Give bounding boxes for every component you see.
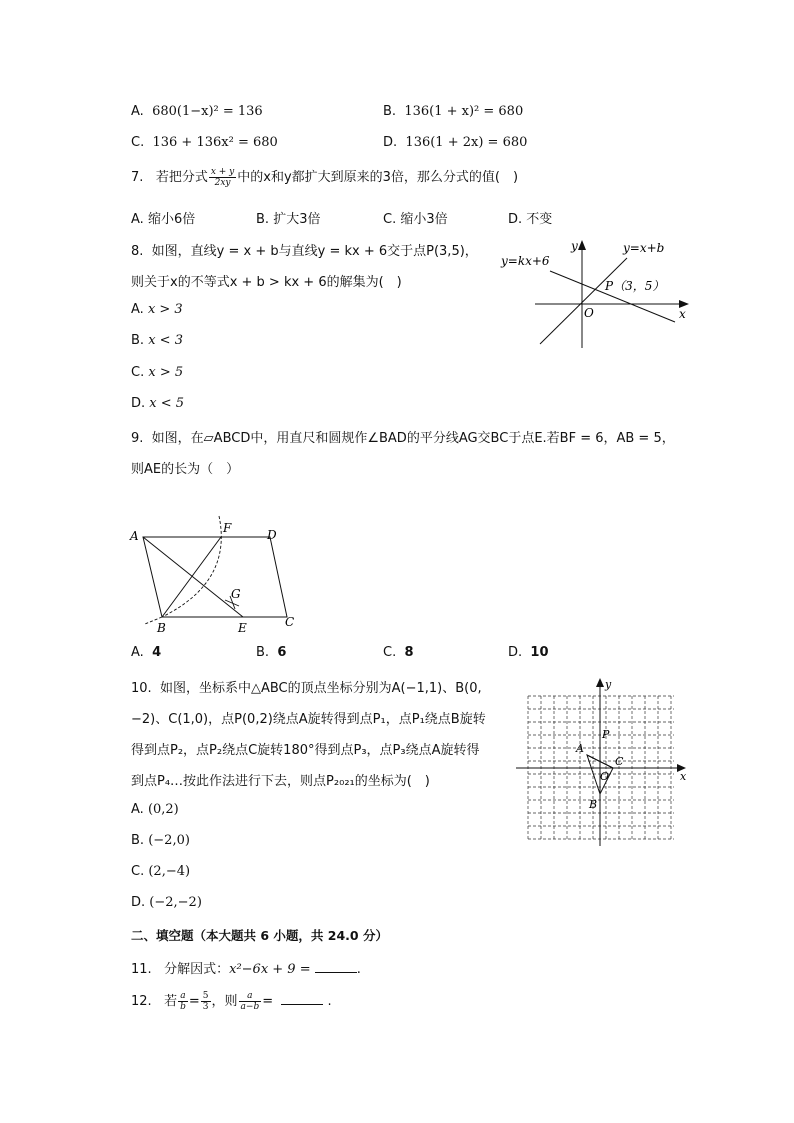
q6-option-b: B. 136(1 + x)² = 680: [383, 104, 524, 119]
q6-option-c: C. 136 + 136x² = 680: [131, 135, 278, 150]
q8-label-xb: y=x+b: [623, 241, 665, 255]
q9-option-d: D. 10: [508, 645, 549, 660]
q8-figure: [495, 236, 695, 351]
q10-stem-line2: −2)、C(1,0)，点P(0,2)绕点A旋转得到点P₁，点P₁绕点B旋转: [131, 712, 486, 727]
q10-label-c: C: [615, 755, 624, 768]
q7-stem: 7. 若把分式 $\frac{x + y}{2xy}$ 中的x和y都扩大到原来的3倍，那么分式的值( ): [131, 167, 519, 188]
q8-option-b: B. x < 3: [131, 333, 183, 348]
q6-option-b-expr: 136(1 + x)² = 680: [404, 104, 524, 119]
q8-y-arrow: [578, 240, 586, 250]
q12-answer-blank[interactable]: [281, 1004, 323, 1005]
q9-label-e: E: [238, 621, 247, 635]
q9-segment-bf: [162, 537, 221, 617]
q9-label-b: B: [157, 621, 166, 635]
section2-title: 二、填空题（本大题共 6 小题，共 24.0 分）: [131, 928, 388, 943]
q9-label-a: A: [130, 529, 139, 543]
q8-label-kx6: y=kx+6: [501, 254, 550, 268]
q12-fraction-a-b: $\frac{a}{b}$: [180, 991, 186, 1012]
q7-fraction: $\frac{x + y}{2xy}$: [210, 167, 235, 188]
q8-option-d: D. x < 5: [131, 396, 185, 411]
q6-option-a: A. 680(1−x)² = 136: [131, 104, 263, 119]
q10-label-p: P: [602, 728, 610, 741]
q9-stem-line2: 则AE的长为（ ）: [131, 462, 240, 477]
q12: 12. 若 $\frac{a}{b}$ = $\frac{5}{3}$ ，则 $\frac{a}{a-b}$ = .: [131, 991, 332, 1012]
q8-label-point: P（3，5）: [605, 279, 665, 293]
q7-option-b: B. 扩大3倍: [256, 212, 321, 227]
q8-option-a: A. x > 3: [131, 302, 183, 317]
q9-construction-arc: [162, 516, 221, 617]
q10-label-o: O: [600, 770, 610, 783]
q8-stem-line1: 8. 如图，直线y = x + b与直线y = kx + 6交于点P(3,5)，: [131, 244, 478, 259]
q10-stem-line4: 到点P₄…按此作法进行下去，则点P₂₀₂₁的坐标为( ): [131, 774, 430, 789]
q8-option-c: C. x > 5: [131, 365, 184, 380]
q9-label-c: C: [285, 615, 295, 629]
q9-label-d: D: [267, 528, 277, 542]
q10-figure: [512, 676, 692, 848]
q10-label-y: y: [605, 678, 612, 691]
q7-option-c: C. 缩小3倍: [383, 212, 448, 227]
q9-option-a: A. 4: [131, 645, 162, 660]
q10-option-d: D. (−2,−2): [131, 895, 202, 910]
q11: 11. 分解因式：x²−6x + 9 = .: [131, 962, 361, 977]
q8-line-x-plus-b: [540, 258, 627, 344]
q10-option-b: B. (−2,0): [131, 833, 190, 848]
q9-option-b: B. 6: [256, 645, 287, 660]
q8-label-origin: O: [584, 306, 594, 320]
q10-label-a: A: [576, 742, 584, 755]
q6-option-c-expr: 136 + 136x² = 680: [152, 135, 278, 150]
q10-y-arrow: [596, 678, 604, 687]
q10-option-a: A. (0,2): [131, 802, 179, 817]
q9-segment-ae: [143, 537, 243, 617]
q11-answer-blank[interactable]: [315, 972, 357, 973]
q10-stem-line3: 得到点P₂，点P₂绕点C旋转180°得到点P₃，点P₃绕点A旋转得: [131, 743, 480, 758]
q7-option-a: A. 缩小6倍: [131, 212, 196, 227]
q10-label-x: x: [680, 770, 687, 783]
q7-option-d: D. 不变: [508, 212, 553, 227]
q8-label-y: y: [571, 239, 578, 253]
q10-option-c: C. (2,−4): [131, 864, 191, 879]
q6-option-d: D. 136(1 + 2x) = 680: [383, 135, 528, 150]
q9-option-c: C. 8: [383, 645, 414, 660]
q10-label-b: B: [589, 798, 598, 811]
q8-label-x: x: [679, 307, 686, 321]
q8-stem-line2: 则关于x的不等式x + b > kx + 6的解集为( ): [131, 275, 402, 290]
q12-fraction-target: $\frac{a}{a-b}$: [240, 991, 260, 1012]
q6-option-a-expr: 680(1−x)² = 136: [152, 104, 263, 119]
q9-label-f: F: [223, 521, 232, 535]
q6-option-d-expr: 136(1 + 2x) = 680: [405, 135, 528, 150]
q9-stem-line1: 9. 如图，在▱ABCD中，用直尺和圆规作∠BAD的平分线AG交BC于点E.若BF = 6，AB = 5，: [131, 431, 675, 446]
q9-label-g: G: [231, 587, 241, 601]
q9-parallelogram: [143, 537, 287, 617]
q9-figure: [125, 512, 305, 637]
q10-stem-line1: 10. 如图，坐标系中△ABC的顶点坐标分别为A(−1,1)、B(0,: [131, 681, 482, 696]
q11-expr: x²−6x + 9 =: [229, 962, 311, 977]
q12-fraction-5-3: $\frac{5}{3}$: [202, 991, 209, 1012]
